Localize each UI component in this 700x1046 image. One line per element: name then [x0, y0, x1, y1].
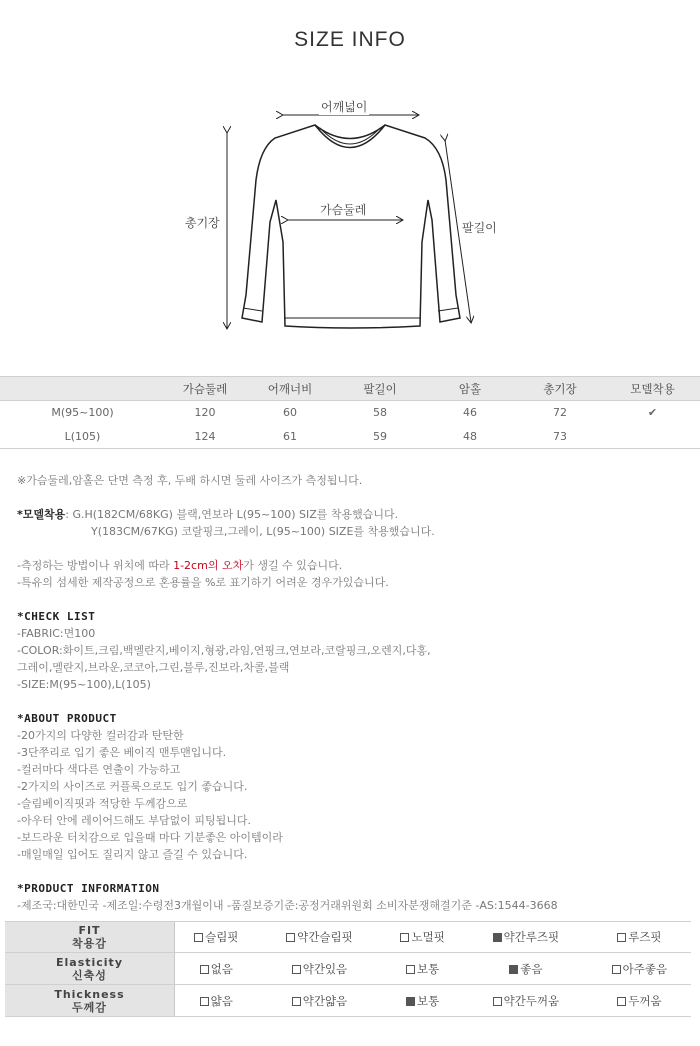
measure-note: ※가슴둘레,암홀은 단면 측정 후, 두배 하시면 둘레 사이즈가 측정됩니다. — [17, 474, 363, 487]
option-cell — [381, 921, 464, 953]
option-cell — [464, 921, 588, 953]
error-note-post: 가 생길 수 있습니다. — [243, 559, 343, 572]
option-label: 약간루즈핏 — [503, 930, 560, 944]
size-cell: L(105) — [0, 425, 165, 449]
option-label: 노멀핏 — [411, 930, 445, 944]
model-wear-text-2: Y(183CM/67KG) 코랄핑크,그레이, L(95~100) SIZE를 착용했습니다. — [91, 525, 435, 538]
check-list-heading: *CHECK LIST — [17, 610, 96, 623]
checkbox-icon — [612, 965, 621, 974]
color-line-1: -COLOR:화이트,크림,백멜란지,베이지,형광,라임,연핑크,연보라,코랄핑크,오렌지,다홍, — [17, 644, 431, 657]
row-heading-ko: 착용감 — [72, 937, 107, 950]
option-cell — [588, 985, 691, 1017]
option-label: 약간슬림핏 — [297, 930, 353, 944]
about-line: -20가지의 다양한 컬러감과 탄탄한 — [17, 729, 184, 742]
about-line: -보드라운 터치감으로 입을때 마다 기분좋은 아이템이라 — [17, 831, 283, 844]
value-cell: 60 — [283, 406, 297, 420]
checked-box-icon — [406, 997, 415, 1006]
process-note: -특유의 섬세한 제작공정으로 혼용률을 %로 표기하기 어려운 경우가있습니다. — [17, 576, 389, 589]
about-line: -컬러마다 색다른 연출이 가능하고 — [17, 763, 181, 776]
chest-label: 가슴둘레 — [320, 203, 367, 217]
size-table-header — [0, 377, 700, 401]
row-heading-ko: 신축성 — [72, 968, 107, 982]
option-label: 좋음 — [520, 961, 543, 976]
header-cell: 총기장 — [543, 381, 577, 396]
size-table — [0, 376, 700, 449]
value-cell: 124 — [165, 425, 245, 449]
error-note — [17, 557, 687, 574]
checked-box-icon — [493, 933, 502, 942]
row-heading-ko: 두께감 — [72, 1000, 107, 1014]
header-cell: 암홀 — [458, 381, 482, 396]
sweatshirt-diagram — [170, 90, 530, 340]
size-cell: M(95~100) — [51, 406, 114, 420]
fit-row-heading — [5, 921, 175, 953]
fit-table — [5, 921, 691, 1017]
option-cell — [588, 921, 691, 953]
fit-row — [5, 921, 691, 953]
error-note-highlight: 1-2cm의 오차 — [173, 559, 244, 572]
about-line: -매일매일 입어도 질리지 않고 즐길 수 있습니다. — [17, 848, 248, 861]
option-label: 없음 — [210, 961, 233, 976]
option-cell — [175, 953, 258, 985]
product-information-line: -제조국:대한민국 -제조일:수령전3개월이내 -품질보증기준:공정거래위원회 소비자분쟁해결기준 -AS:1544-3668 — [17, 899, 558, 912]
size-line: -SIZE:M(95~100),L(105) — [17, 678, 151, 691]
header-cell: 어깨너비 — [267, 381, 313, 396]
row-heading-en: Thickness — [54, 987, 125, 1001]
fabric-line: -FABRIC:면100 — [17, 627, 96, 640]
error-note-pre: -측정하는 방법이나 위치에 따라 — [17, 559, 174, 572]
header-cell: 모델착용 — [630, 381, 675, 396]
option-cell — [381, 953, 464, 985]
option-label: 약간두꺼움 — [503, 993, 560, 1008]
checkbox-icon — [406, 965, 415, 974]
sleeve-label: 팔길이 — [462, 221, 497, 235]
checkbox-icon — [292, 997, 301, 1006]
row-heading-en: Elasticity — [55, 955, 123, 969]
header-cell: 팔길이 — [363, 381, 397, 396]
checkbox-icon — [194, 933, 203, 942]
option-label: 슬림핏 — [205, 930, 239, 944]
length-label: 총기장 — [185, 216, 220, 230]
option-cell — [258, 985, 382, 1017]
option-label: 두꺼움 — [628, 993, 662, 1008]
value-cell: 73 — [515, 425, 605, 449]
option-cell — [464, 985, 588, 1017]
thickness-row-heading — [5, 985, 175, 1017]
option-label: 약간있음 — [302, 961, 348, 976]
checked-box-icon — [509, 965, 518, 974]
about-line: -2가지의 사이즈로 커플룩으로도 입기 좋습니다. — [17, 780, 248, 793]
value-cell: 46 — [463, 406, 477, 420]
checkbox-icon — [493, 997, 502, 1006]
checkbox-icon — [200, 965, 209, 974]
product-notes — [17, 472, 687, 914]
model-check-icon: ✔ — [647, 406, 658, 420]
model-wear-text-1: : G.H(182CM/68KG) 블랙,연보라 L(95~100) SIZ를 착용했습니다. — [65, 508, 399, 521]
model-cell — [605, 425, 700, 449]
table-row — [0, 425, 700, 449]
row-heading-en: FIT — [78, 924, 101, 937]
option-label: 보통 — [417, 961, 440, 976]
checkbox-icon — [286, 933, 295, 942]
elasticity-row-heading — [5, 953, 175, 985]
option-label: 아주좋음 — [622, 961, 668, 976]
option-cell — [464, 953, 588, 985]
header-cell — [0, 377, 165, 401]
checkbox-icon — [617, 997, 626, 1006]
checkbox-icon — [200, 997, 209, 1006]
table-row — [0, 401, 700, 425]
value-cell: 72 — [553, 406, 567, 420]
option-label: 약간얇음 — [302, 993, 348, 1008]
about-line: -슬림베이직핏과 적당한 두께감으로 — [17, 797, 188, 810]
product-information-heading: *PRODUCT INFORMATION — [17, 882, 160, 895]
value-cell: 59 — [335, 425, 425, 449]
page-title: SIZE INFO — [294, 28, 406, 51]
elasticity-row — [5, 953, 691, 985]
option-label: 보통 — [417, 993, 440, 1008]
option-cell — [175, 985, 258, 1017]
option-cell — [588, 953, 691, 985]
option-cell — [258, 953, 382, 985]
value-cell: 48 — [425, 425, 515, 449]
option-cell — [381, 985, 464, 1017]
shoulder-label: 어깨넓이 — [321, 100, 368, 114]
model-wear-line — [17, 506, 687, 523]
option-cell — [258, 921, 382, 953]
checkbox-icon — [617, 933, 626, 942]
header-cell: 가슴둘레 — [182, 381, 228, 396]
option-cell — [175, 921, 258, 953]
color-line-2: 그레이,멜란지,브라운,코코아,그린,블루,진보라,차콜,블랙 — [17, 661, 290, 674]
model-wear-label: *모델착용 — [17, 508, 66, 521]
option-label: 루즈핏 — [628, 930, 662, 944]
checkbox-icon — [292, 965, 301, 974]
about-line: -아우터 안에 레이어드해도 부담없이 피팅됩니다. — [17, 814, 251, 827]
thickness-row — [5, 985, 691, 1017]
value-cell: 120 — [194, 406, 216, 420]
value-cell: 61 — [245, 425, 335, 449]
value-cell: 58 — [373, 406, 387, 420]
option-label: 얇음 — [210, 993, 233, 1008]
about-product-heading: *ABOUT PRODUCT — [17, 712, 117, 725]
checkbox-icon — [400, 933, 409, 942]
about-line: -3단쭈리로 입기 좋은 베이직 맨투맨입니다. — [17, 746, 227, 759]
